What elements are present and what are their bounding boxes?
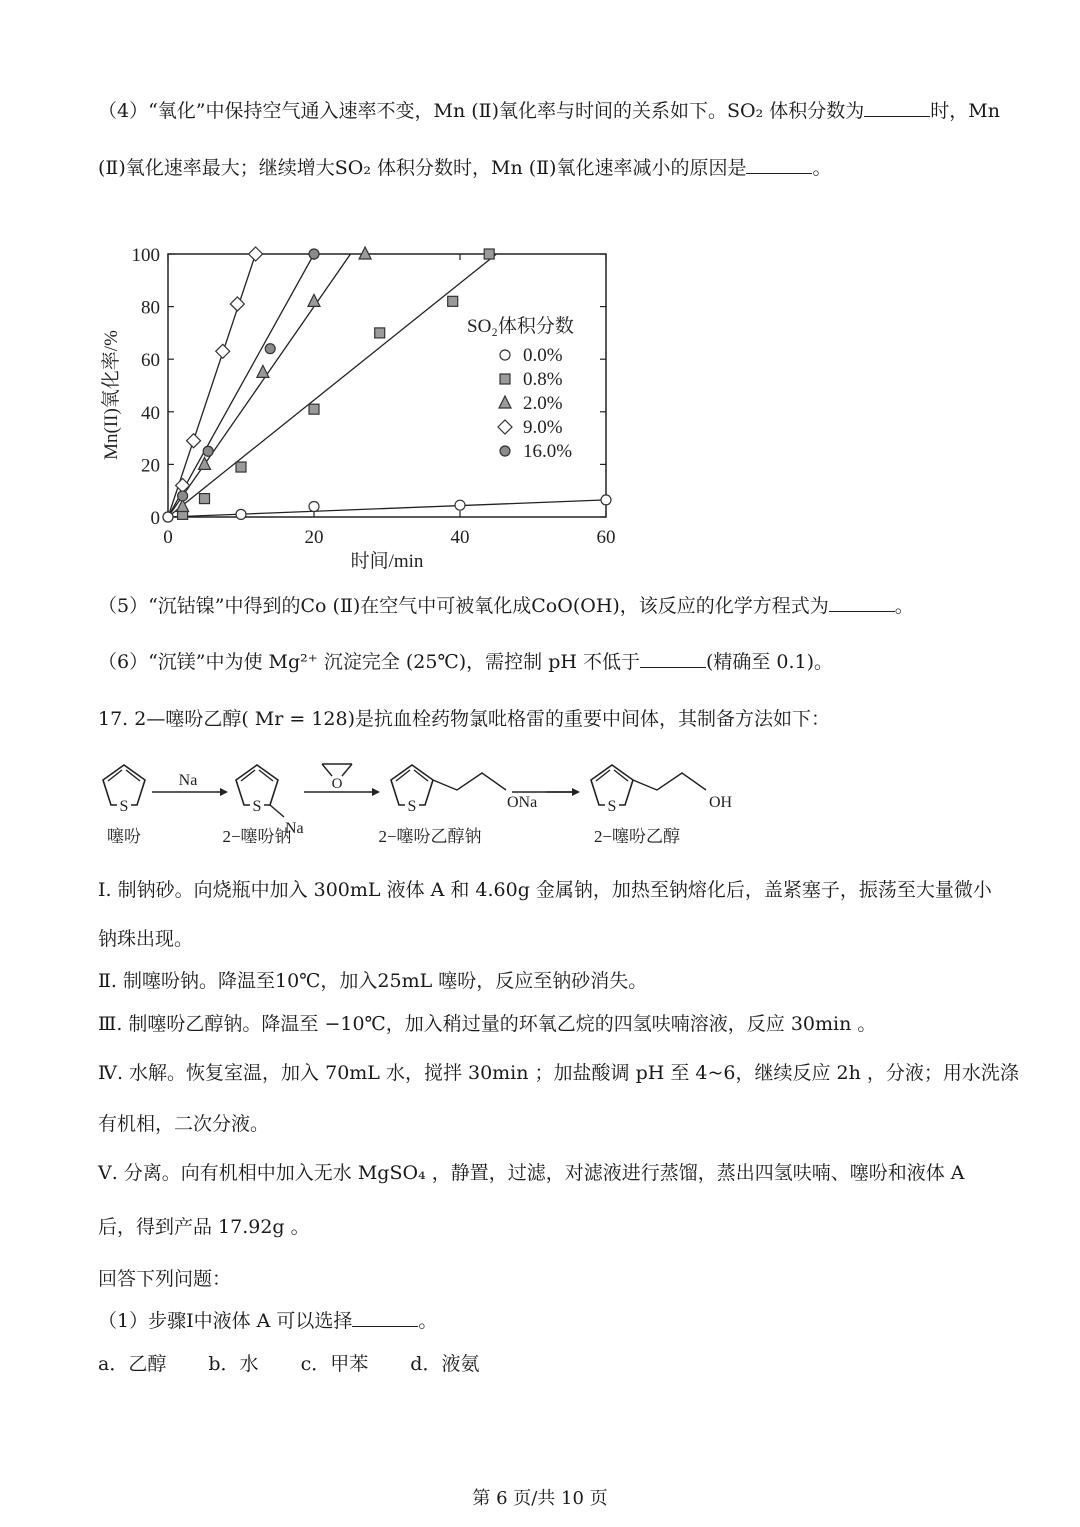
legend-marker-4: [500, 446, 510, 456]
q1-text: （1）步骤Ⅰ中液体 A 可以选择: [98, 1310, 353, 1332]
fit-line-series-3: [168, 254, 256, 517]
step-3: Ⅲ. 制噻吩乙醇钠。降温至 −10℃，加入稍过量的环氧乙烷的四氢呋喃溶液，反应 30min 。: [98, 1013, 877, 1035]
y-axis-label: Mn(II)氧化率/%: [101, 330, 122, 460]
step-5-line2: 后，得到产品 17.92g 。: [98, 1216, 310, 1238]
q17-intro: 17. 2—噻吩乙醇( Mr = 128)是抗血栓药物氯吡格雷的重要中间体，其制备方法如下：: [98, 708, 831, 730]
compound-name-sodium-ethanolate: 2−噻吩乙醇钠: [378, 827, 482, 846]
legend-label-3: 9.0%: [523, 417, 563, 438]
y-tick-label: 40: [141, 402, 160, 424]
data-point-series-0: [163, 512, 173, 522]
data-point-series-3: [216, 344, 230, 358]
compound-name-thiophene-ethanol: 2−噻吩乙醇: [593, 827, 681, 846]
y-tick-label: 0: [150, 508, 160, 529]
page-footer: 第 6 页/共 10 页: [472, 1488, 608, 1509]
answer-blank[interactable]: [864, 98, 930, 117]
data-point-series-0: [236, 509, 246, 519]
step-4-line1: Ⅳ. 水解。恢复室温，加入 70mL 水，搅拌 30min ；加盐酸调 pH 至 4~6，继续反应 2h ，分液；用水洗涤: [98, 1062, 1019, 1084]
data-point-series-1: [375, 328, 385, 338]
y-tick-label: 80: [141, 297, 160, 319]
legend-title: SO₂体积分数: [467, 316, 574, 337]
data-point-series-4: [309, 249, 319, 259]
x-tick-label: 0: [163, 527, 173, 548]
q4-line1-end: 时，Mn: [930, 100, 1000, 122]
oh-substituent: OH: [709, 794, 733, 811]
q1-line: [98, 1308, 437, 1334]
oxidation-rate-chart: [95, 235, 635, 580]
answer-blank[interactable]: [829, 593, 895, 612]
q4-line2-end: 。: [812, 157, 832, 179]
reaction-scheme: [92, 752, 792, 852]
q5-end: 。: [894, 595, 914, 617]
step-1-line1: Ⅰ. 制钠砂。向烧瓶中加入 300mL 液体 A 和 4.60g 金属钠，加热至钠熔化后，盖紧塞子，振荡至大量微小: [98, 879, 992, 901]
y-tick-label: 100: [131, 245, 160, 266]
choice-c[interactable]: c．甲苯: [300, 1353, 369, 1375]
data-point-series-2: [359, 247, 371, 259]
q6-end: (精确至 0.1)。: [705, 651, 834, 673]
data-point-series-0: [601, 495, 611, 505]
data-point-series-0: [455, 500, 465, 510]
sulfur-label: S: [607, 798, 617, 815]
q5-text: （5）“沉钴镍”中得到的Co (Ⅱ)在空气中可被氧化成CoO(OH)，该反应的化学方程式为: [98, 595, 829, 617]
fit-line-series-4: [168, 254, 314, 517]
data-point-series-1: [236, 462, 246, 472]
choice-d[interactable]: d．液氨: [410, 1353, 480, 1375]
compound-name-sodium-thiophene: 2−噻吩钠: [222, 827, 292, 846]
step-4-line2: 有机相，二次分液。: [98, 1113, 270, 1135]
data-point-series-4: [203, 446, 213, 456]
q4-line1-text: （4）“氧化”中保持空气通入速率不变，Mn (Ⅱ)氧化率与时间的关系如下。SO₂ 体积分数为: [98, 100, 865, 122]
na-substituent: Na: [285, 820, 304, 837]
legend-label-1: 0.8%: [523, 369, 563, 390]
q4-line2-text: (Ⅱ)氧化速率最大；继续增大SO₂ 体积分数时，Mn (Ⅱ)氧化速率减小的原因是: [98, 157, 747, 179]
answer-blank[interactable]: [746, 155, 812, 174]
data-point-series-4: [178, 491, 188, 501]
legend-label-4: 16.0%: [523, 441, 573, 462]
data-point-series-3: [230, 297, 244, 311]
thiophene-ethanol-structure: [591, 765, 733, 815]
data-point-series-3: [187, 434, 201, 448]
legend-marker-2: [499, 396, 511, 408]
sulfur-label: S: [252, 798, 262, 815]
legend-label-0: 0.0%: [523, 345, 563, 366]
data-point-series-2: [257, 365, 269, 377]
choices: [98, 1351, 515, 1377]
x-axis-label: 时间/min: [350, 551, 424, 572]
data-point-series-1: [309, 404, 319, 414]
step-1-line2: 钠珠出现。: [98, 928, 194, 950]
ona-substituent: ONa: [507, 794, 538, 811]
q6-line: [98, 649, 833, 675]
fit-line-series-2: [168, 254, 351, 517]
legend-label-2: 2.0%: [523, 393, 563, 414]
sodium-thiophene-ethanolate-structure: [391, 765, 537, 815]
q6-text: （6）“沉镁”中为使 Mg²⁺ 沉淀完全 (25℃)，需控制 pH 不低于: [98, 651, 640, 673]
step-2: Ⅱ. 制噻吩钠。降温至10℃，加入25mL 噻吩，反应至钠砂消失。: [98, 970, 648, 992]
thiophene-structure: [103, 765, 145, 815]
data-point-series-1: [484, 249, 494, 259]
y-tick-label: 60: [141, 350, 160, 372]
step-5-line1: Ⅴ. 分离。向有机相中加入无水 MgSO₄ ，静置，过滤，对滤液进行蒸馏，蒸出四氢呋喃、噻吩和液体 A: [98, 1162, 965, 1184]
reagent-na: Na: [178, 772, 198, 789]
q4-line1: [98, 98, 1000, 124]
data-point-series-0: [309, 501, 319, 511]
q1-end: 。: [418, 1310, 438, 1332]
x-tick-label: 40: [450, 527, 470, 548]
legend-marker-0: [500, 350, 510, 360]
answer-prompt: 回答下列问题：: [98, 1268, 232, 1290]
x-tick-label: 20: [304, 527, 324, 548]
compound-name-thiophene: 噻吩: [107, 827, 141, 846]
legend-marker-3: [498, 420, 512, 434]
fit-line-series-0: [168, 500, 606, 517]
q5-line: [98, 593, 914, 619]
answer-blank[interactable]: [640, 649, 706, 668]
sulfur-label: S: [119, 798, 129, 815]
sulfur-label: S: [407, 798, 417, 815]
legend-marker-1: [500, 374, 510, 384]
answer-blank[interactable]: [352, 1308, 418, 1327]
data-point-series-1: [448, 296, 458, 306]
data-point-series-4: [265, 344, 275, 354]
fit-line-series-1: [168, 254, 497, 517]
choice-b[interactable]: b．水: [208, 1353, 259, 1375]
choice-a[interactable]: a．乙醇: [98, 1353, 167, 1375]
data-point-series-3: [249, 247, 263, 261]
oxygen-label: O: [331, 776, 343, 792]
x-tick-label: 60: [596, 527, 616, 548]
ethylene-oxide-structure: [322, 764, 352, 792]
data-point-series-1: [200, 494, 210, 504]
y-tick-label: 20: [141, 455, 160, 477]
q4-line2: [98, 155, 831, 181]
